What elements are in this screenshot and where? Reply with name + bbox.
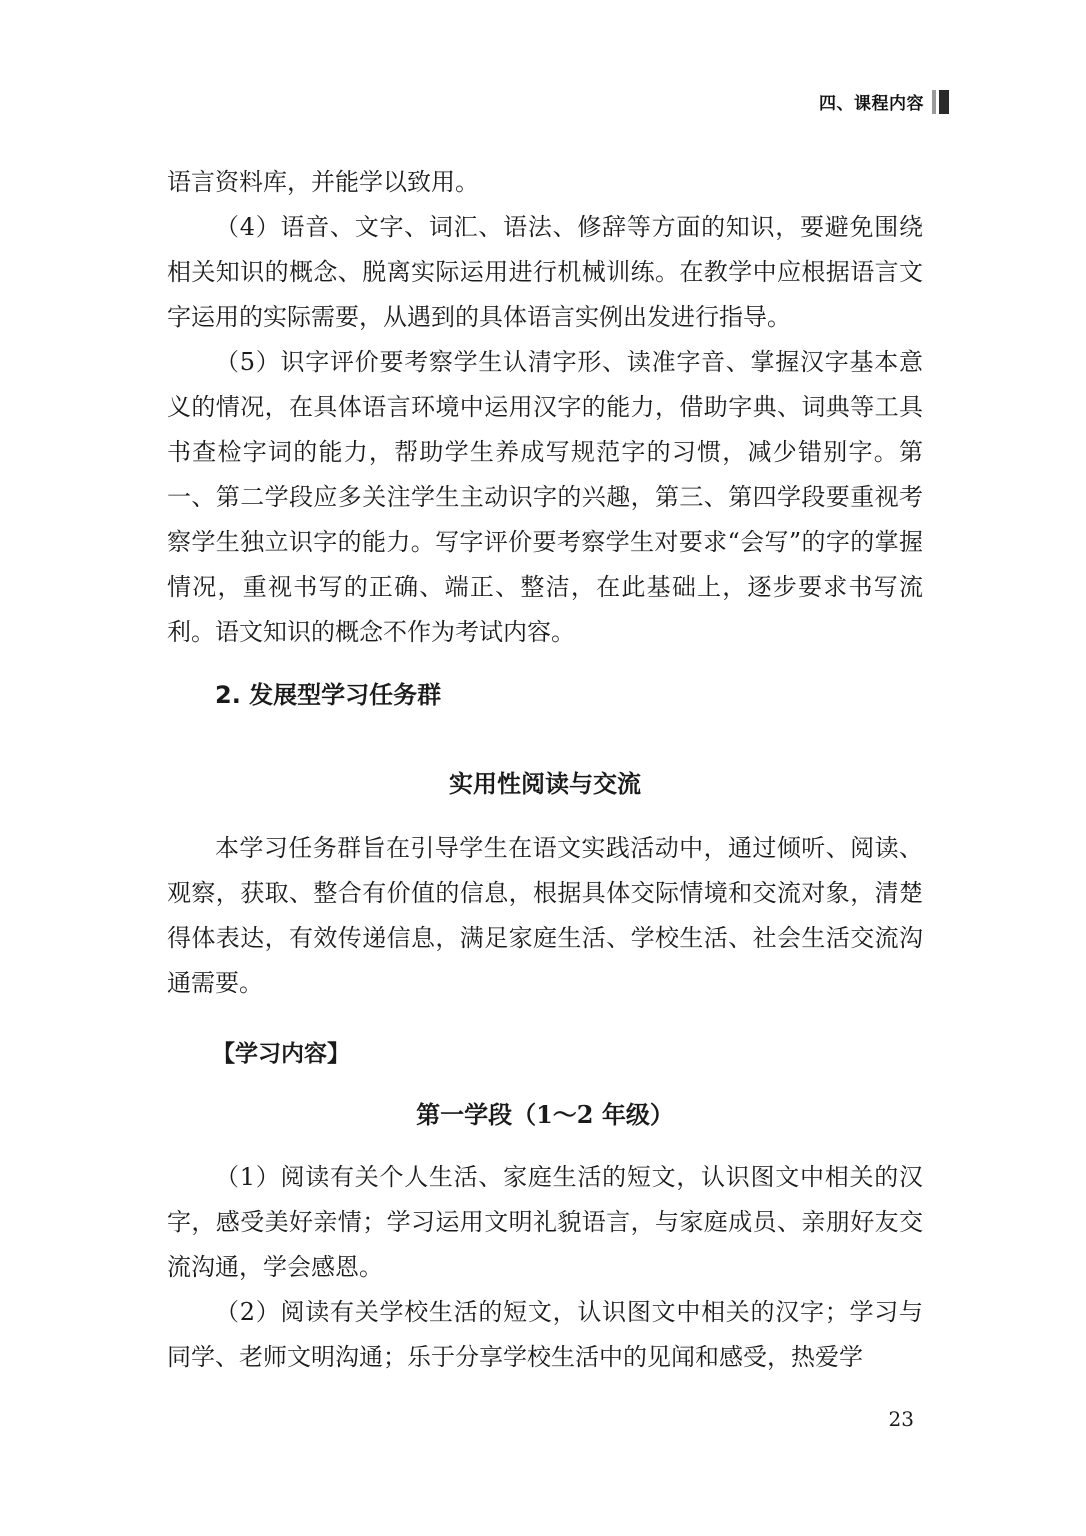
text-block-1 <box>167 160 923 655</box>
stage-item-2: （2）阅读有关学校生活的短文，认识图文中相关的汉字；学习与同学、老师文明沟通；乐于分享学校生活中的见闻和感受，热爱学 <box>167 1298 923 1371</box>
section-heading: 2. 发展型学习任务群 <box>215 681 442 709</box>
paragraph-item-5: （5）识字评价要考察学生认清字形、读准字音、掌握汉字基本意义的情况，在具体语言环境中运用汉字的能力，借助字典、词典等工具书查检字词的能力，帮助学生养成写规范字的习惯，减少错别字。第一、第二学段应多关注学生主动识字的兴趣，第三、第四学段要重视考察学生独立识字的能力。写字评价要考察学生对要求“会写”的字的掌握情况，重视书写的正确、端正、整洁，在此基础上，逐步要求书写流利。语文知识的概念不作为考试内容。 <box>167 348 923 646</box>
stage-items-block <box>167 1155 923 1380</box>
header-marker-icon <box>932 90 949 114</box>
page-number: 23 <box>888 1407 914 1431</box>
intro-block <box>167 826 923 1006</box>
stage-title: 第一学段（1～2 年级） <box>416 1100 674 1129</box>
stage-item-1: （1）阅读有关个人生活、家庭生活的短文，认识图文中相关的汉字，感受美好亲情；学习运用文明礼貌语言，与家庭成员、亲朋好友交流沟通，学会感恩。 <box>167 1163 923 1281</box>
task-group-title: 实用性阅读与交流 <box>449 770 641 798</box>
running-header <box>819 89 949 114</box>
intro-paragraph: 本学习任务群旨在引导学生在语文实践活动中，通过倾听、阅读、观察，获取、整合有价值的信息，根据具体交际情境和交流对象，清楚得体表达，有效传递信息，满足家庭生活、学校生活、社会生活交流沟通需要。 <box>167 834 923 997</box>
paragraph-item-4: （4）语音、文字、词汇、语法、修辞等方面的知识，要避免围绕相关知识的概念、脱离实际运用进行机械训练。在教学中应根据语言文字运用的实际需要，从遇到的具体语言实例出发进行指导。 <box>167 213 923 331</box>
header-section-title: 四、课程内容 <box>819 94 924 114</box>
learning-content-label: 【学习内容】 <box>212 1041 350 1067</box>
paragraph-continuation: 语言资料库，并能学以致用。 <box>167 168 479 196</box>
